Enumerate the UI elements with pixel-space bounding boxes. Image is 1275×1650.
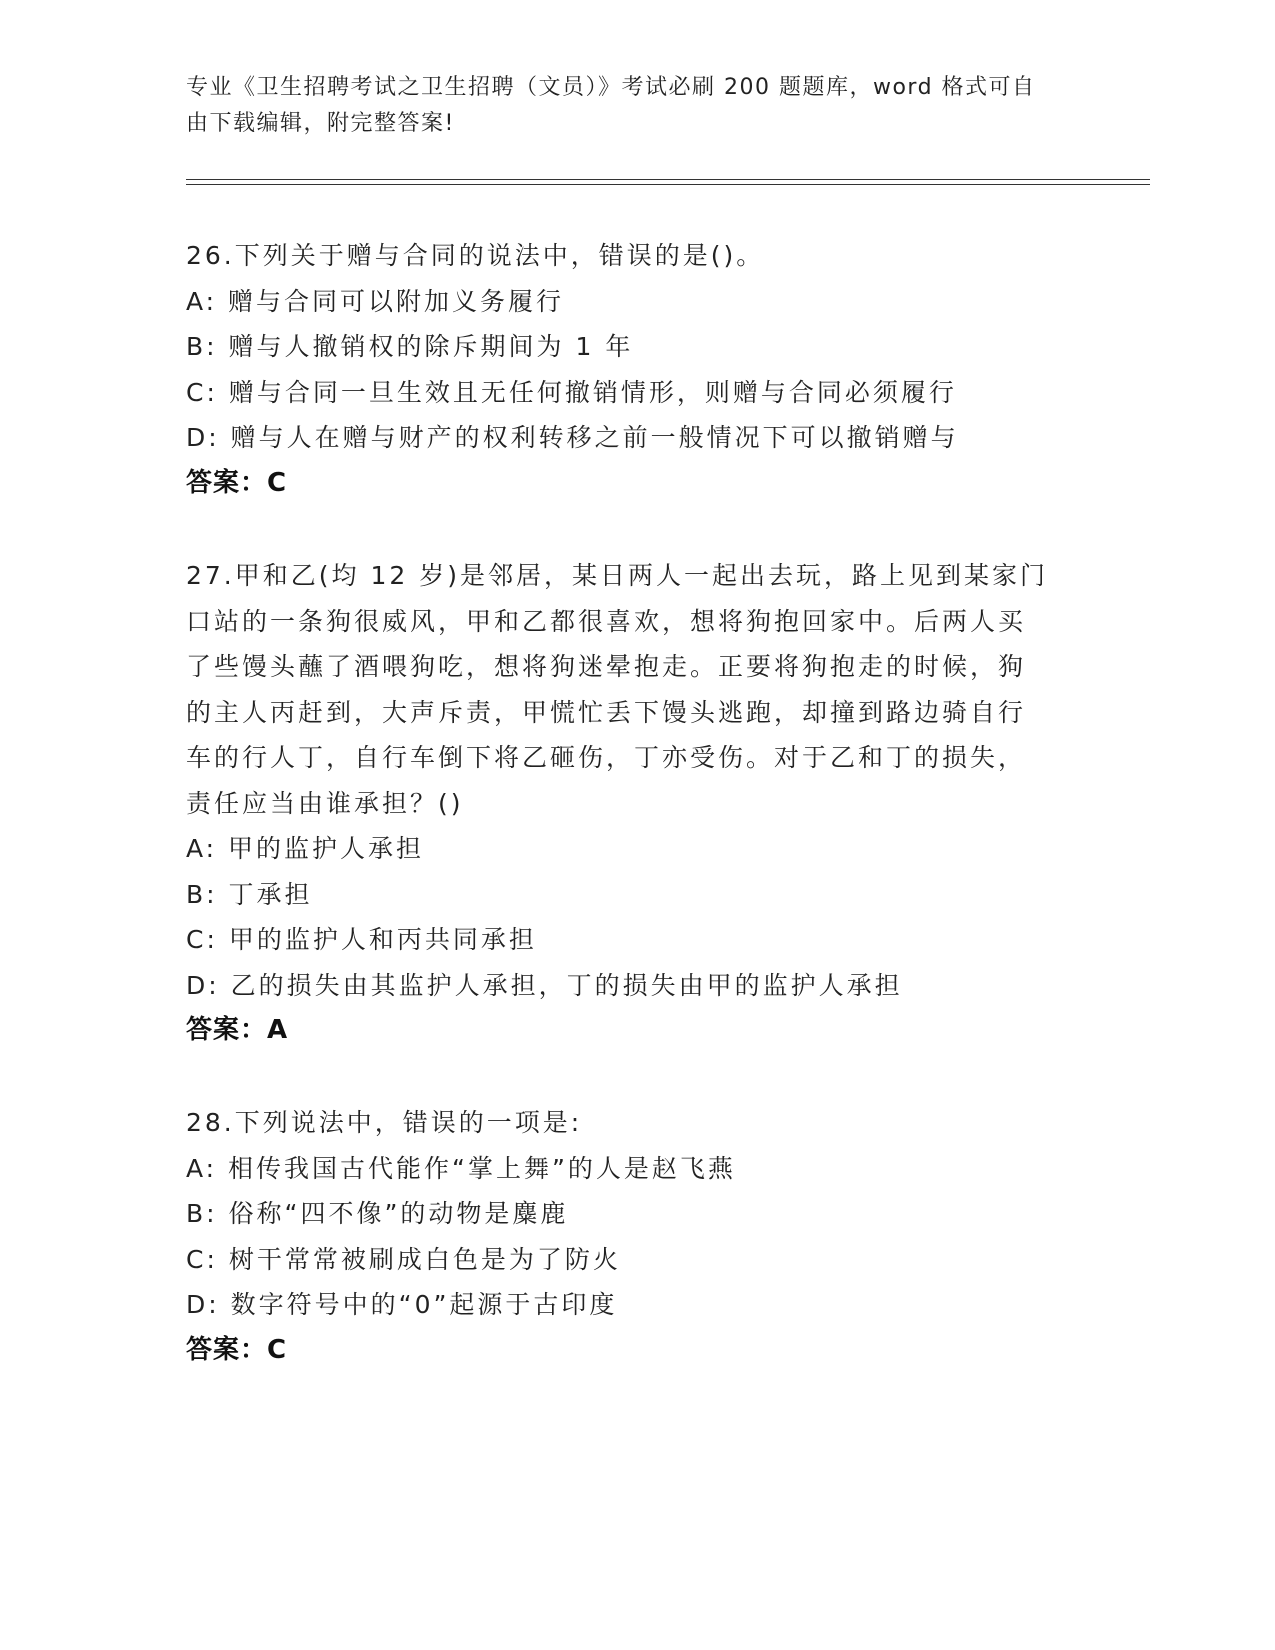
option-d: D: 赠与人在赠与财产的权利转移之前一般情况下可以撤销赠与 [186,423,959,452]
option-a: A: 甲的监护人承担 [186,834,425,863]
header-line-2: 由下载编辑，附完整答案! [186,111,455,136]
question-stem-line: 28.下列说法中，错误的一项是: [186,1108,583,1137]
option-d: D: 乙的损失由其监护人承担，丁的损失由甲的监护人承担 [186,970,903,1000]
question-26 [186,233,1066,506]
option-c: C: 甲的监护人和丙共同承担 [186,925,537,954]
header-line-1: 专业《卫生招聘考试之卫生招聘（文员）》考试必刷 200 题题库，word 格式可自 [186,75,1036,100]
header-divider-bottom [186,184,1150,185]
option-b: B: 赠与人撤销权的除斥期间为 1 年 [186,332,634,361]
option-a: A: 相传我国古代能作“掌上舞”的人是赵飞燕 [186,1153,736,1183]
question-stem-line: 口站的一条狗很威风，甲和乙都很喜欢，想将狗抱回家中。后两人买 [186,606,1027,636]
option-a: A: 赠与合同可以附加义务履行 [186,286,565,316]
answer-label: 答案：C [186,1334,288,1365]
question-28 [186,1100,1066,1373]
question-stem-line: 的主人丙赶到，大声斥责，甲慌忙丢下馒头逃跑，却撞到路边骑自行 [186,697,1027,727]
question-27 [186,553,1066,1054]
option-b: B: 俗称“四不像”的动物是麋鹿 [186,1199,569,1228]
question-stem-line: 了些馒头蘸了酒喂狗吃，想将狗迷晕抱走。正要将狗抱走的时候，狗 [186,652,1027,681]
option-c: C: 赠与合同一旦生效且无任何撤销情形，则赠与合同必须履行 [186,377,957,407]
option-d: D: 数字符号中的“0”起源于古印度 [186,1290,618,1319]
option-b: B: 丁承担 [186,879,313,909]
question-stem-line: 责任应当由谁承担？() [186,788,464,818]
answer-label: 答案：C [186,467,288,498]
option-c: C: 树干常常被刷成白色是为了防火 [186,1244,621,1274]
question-stem-line: 27.甲和乙(均 12 岁)是邻居，某日两人一起出去玩，路上见到某家门 [186,561,1048,590]
question-stem-line: 26.下列关于赠与合同的说法中，错误的是()。 [186,241,765,270]
question-stem-line: 车的行人丁，自行车倒下将乙砸伤，丁亦受伤。对于乙和丁的损失， [186,743,1027,772]
document-header [186,70,1066,142]
header-divider-top [186,179,1150,180]
answer-label: 答案：A [186,1015,289,1045]
